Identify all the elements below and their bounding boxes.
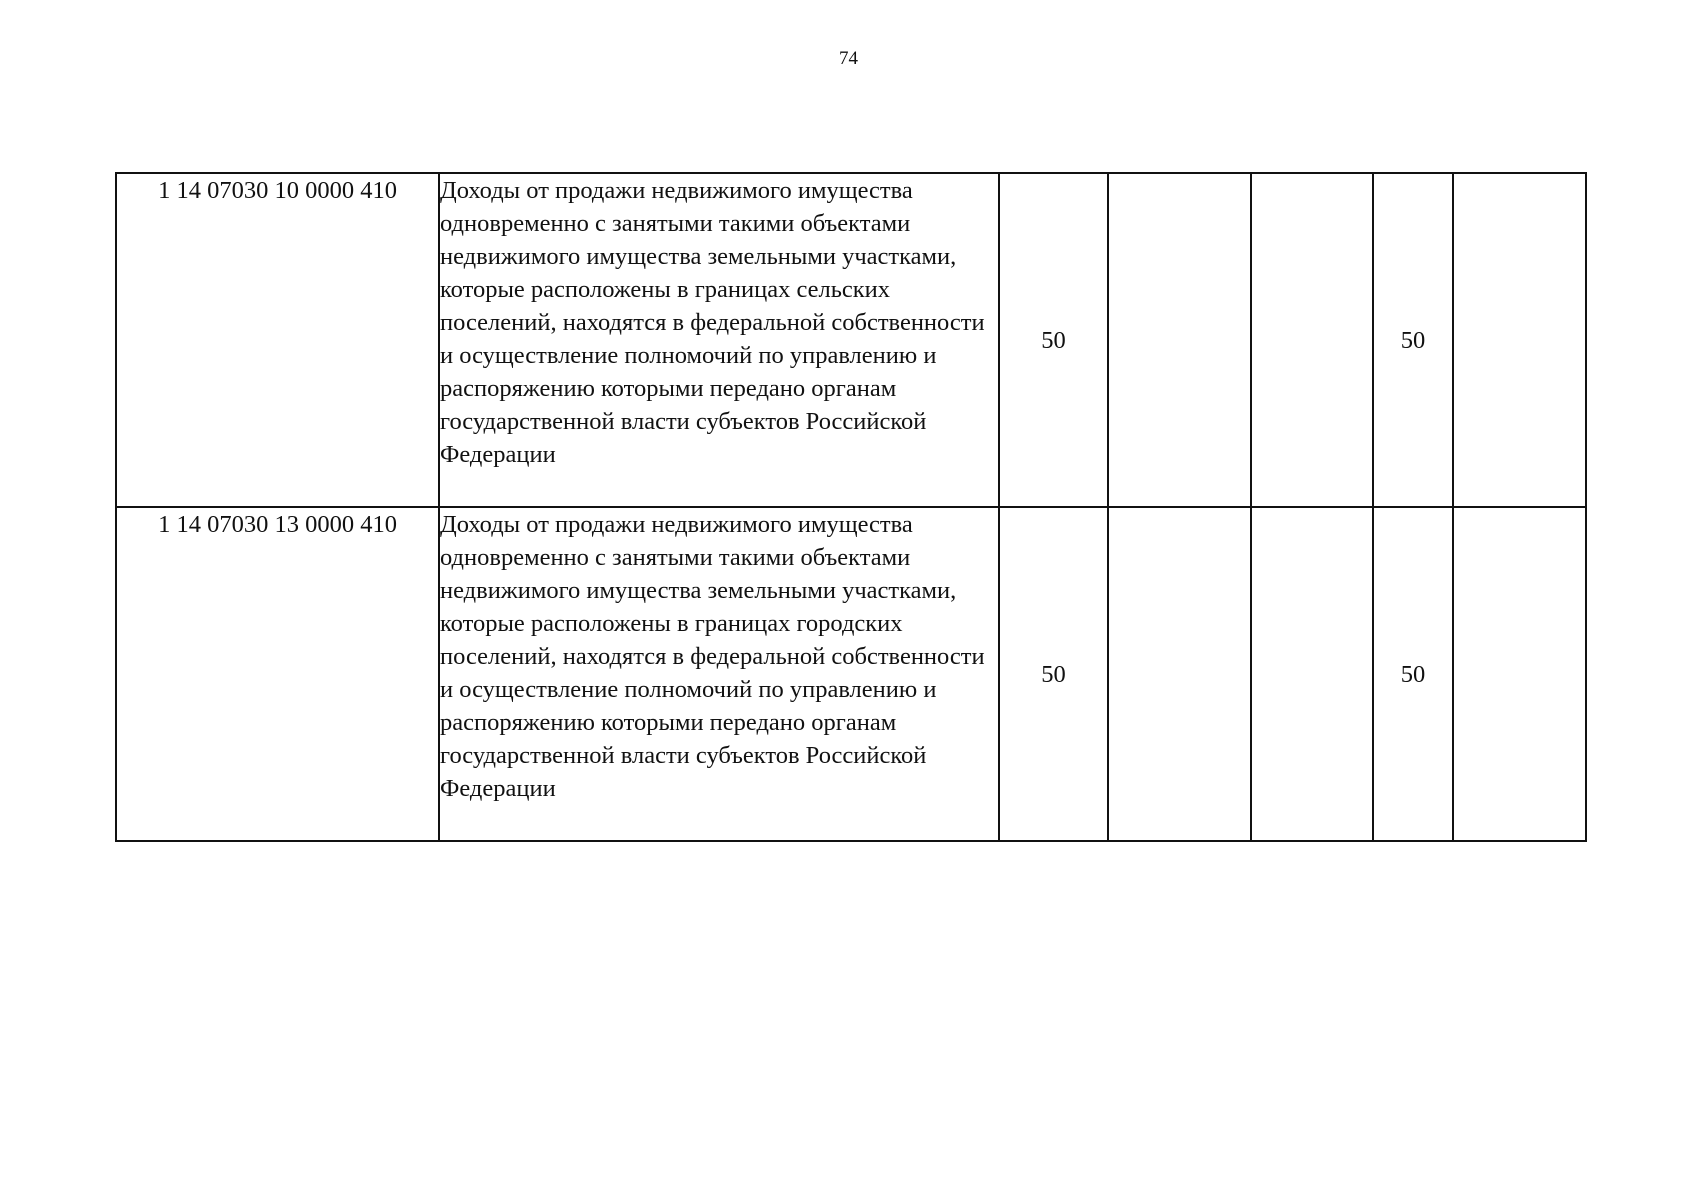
value-cell xyxy=(1108,507,1251,841)
budget-code-cell: 1 14 07030 10 0000 410 xyxy=(116,173,439,507)
value-cell xyxy=(1108,173,1251,507)
description-cell: Доходы от продажи недвижимого имущества одновременно с занятыми такими объектами недвижимого имущества земельными участками, которые расположены в границах сельских поселений, находятся в федеральной собственности и осуществление полномочий по управлению и распоряжению которыми передано органам государственной власти субъектов Российской Федерации xyxy=(439,173,999,507)
value-cell xyxy=(1251,173,1373,507)
page-number: 74 xyxy=(839,48,858,69)
value-cell xyxy=(1453,507,1586,841)
table-row xyxy=(116,507,1586,841)
value-cell: 50 xyxy=(999,507,1108,841)
value-cell xyxy=(1453,173,1586,507)
value-cell: 50 xyxy=(1373,507,1453,841)
revenue-table xyxy=(115,172,1587,842)
value-cell xyxy=(1251,507,1373,841)
value-cell: 50 xyxy=(1373,173,1453,507)
budget-code-cell: 1 14 07030 13 0000 410 xyxy=(116,507,439,841)
value-cell: 50 xyxy=(999,173,1108,507)
description-cell: Доходы от продажи недвижимого имущества одновременно с занятыми такими объектами недвижимого имущества земельными участками, которые расположены в границах городских поселений, находятся в федеральной собственности и осуществление полномочий по управлению и распоряжению которыми передано органам государственной власти субъектов Российской Федерации xyxy=(439,507,999,841)
table-row xyxy=(116,173,1586,507)
